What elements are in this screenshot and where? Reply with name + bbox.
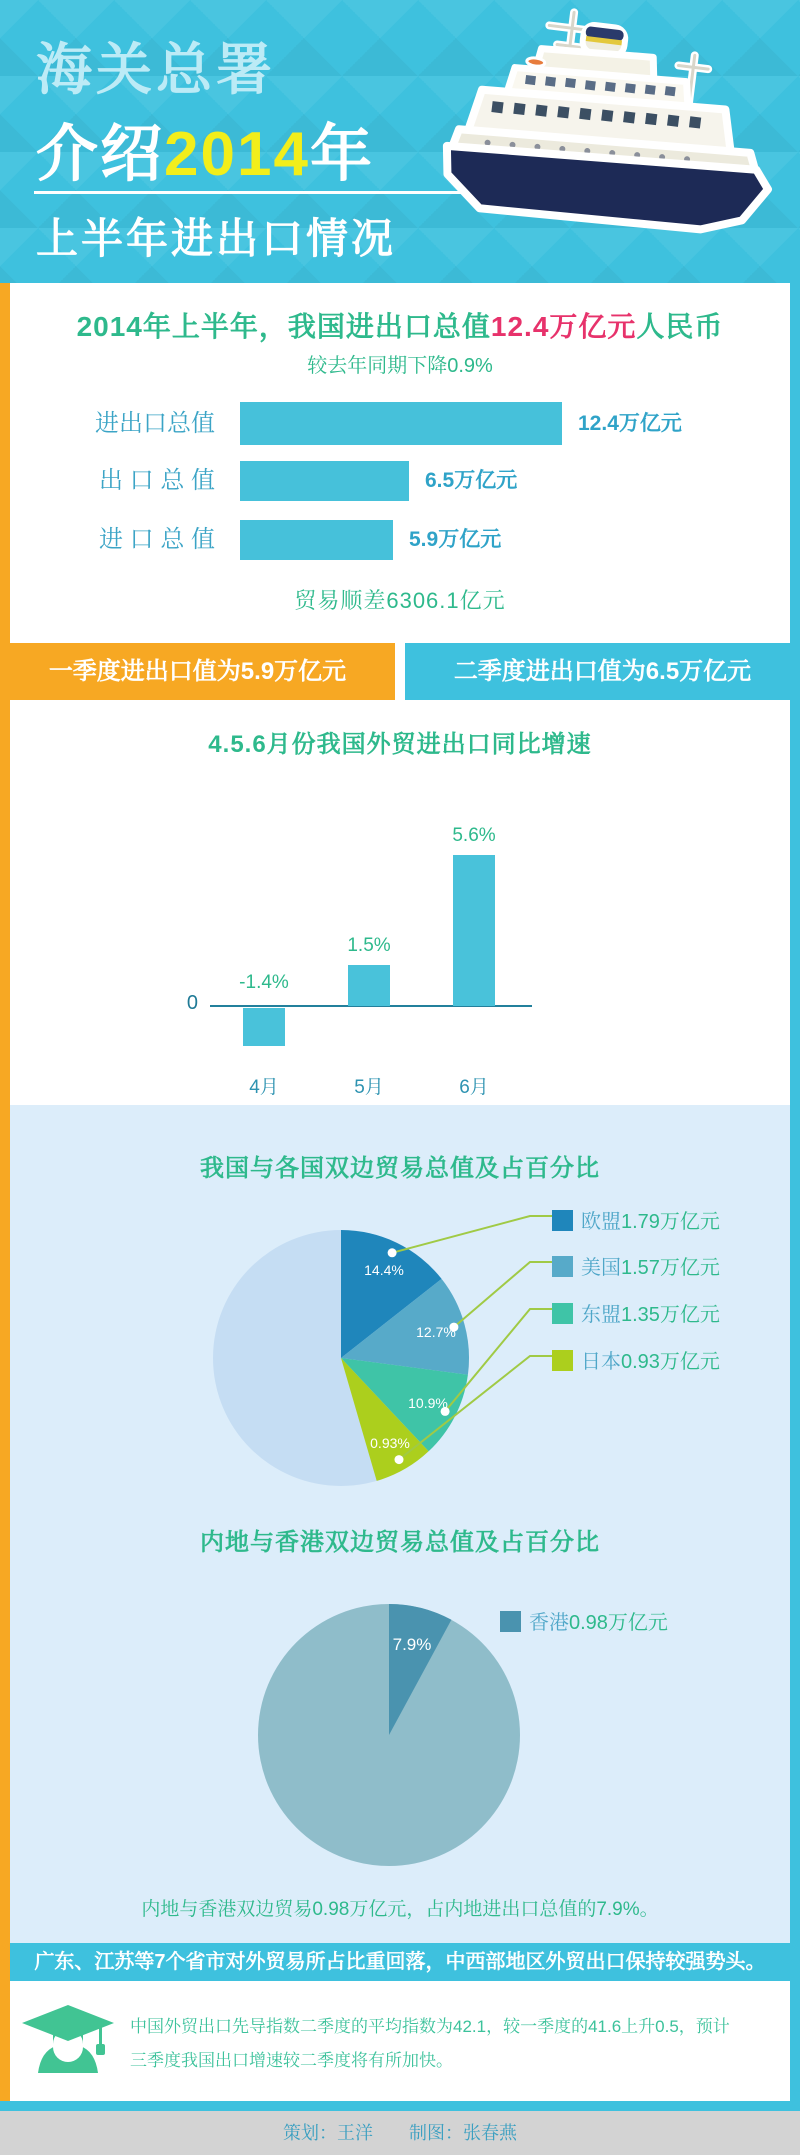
summary-headline — [0, 305, 800, 345]
monthly-chart-title: 4.5.6月份我国外贸进出口同比增速 — [208, 731, 592, 758]
bar-label-total: 进出口总值 — [95, 410, 215, 437]
header-subtitle: 上半年进出口情况 — [36, 215, 397, 262]
advisory-line2: 三季度我国出口增速较二季度将有所加快。 — [130, 2051, 453, 2070]
hk-pie-pct-label: 7.9% — [392, 1635, 432, 1654]
bar-value-export: 6.5万亿元 — [425, 469, 518, 492]
hk-pie-title: 内地与香港双边贸易总值及占百分比 — [200, 1529, 600, 1556]
bar-value-import: 5.9万亿元 — [409, 528, 502, 551]
footer-accent-bar — [0, 2101, 800, 2111]
region-banner — [0, 1943, 800, 1981]
legend-value-asean: 1.35万亿元 — [621, 1304, 720, 1326]
country-pie-chart — [190, 1180, 570, 1500]
legend-item-asean — [552, 1298, 720, 1326]
legend-value-japan: 0.93万亿元 — [621, 1351, 720, 1373]
bar-label-export: 出 口 总 值 — [98, 467, 215, 494]
bar-label-import: 进 口 总 值 — [98, 526, 215, 553]
legend-swatch-asean — [552, 1303, 573, 1324]
bar-value-may: 1.5% — [347, 935, 391, 956]
axis-label-may: 5月 — [354, 1077, 384, 1098]
footer-credits — [0, 2111, 800, 2155]
bar-export — [240, 461, 409, 501]
bar-import — [240, 520, 393, 560]
axis-label-april: 4月 — [249, 1077, 279, 1098]
trade-surplus-note: 贸易顺差6306.1亿元 — [294, 588, 506, 613]
axis-label-june: 6月 — [459, 1077, 489, 1098]
advisory-text — [130, 2010, 790, 2078]
title-intro: 介绍 — [36, 120, 165, 189]
summary-bar-row — [0, 461, 800, 501]
advisory-line1: 中国外贸出口先导指数二季度的平均指数为42.1，较一季度的41.6上升0.5，预计 — [130, 2017, 730, 2036]
summary-subline: 较去年同期下降0.9% — [307, 355, 493, 377]
q1-banner — [0, 643, 395, 700]
q2-banner-text: 二季度进出口值为6.5万亿元 — [453, 658, 752, 685]
summary-bar-row — [0, 402, 800, 445]
country-pie-title: 我国与各国双边贸易总值及占百分比 — [200, 1155, 600, 1182]
bar-total — [240, 402, 562, 445]
legend-name-eu: 欧盟 — [581, 1211, 621, 1233]
headline-prefix: 2014年上半年，我国进出口总值 — [76, 311, 491, 342]
title-year: 2014 — [164, 120, 310, 189]
legend-swatch-japan — [552, 1350, 573, 1371]
axis-zero-label: 0 — [186, 992, 198, 1014]
bar-value-june: 5.6% — [452, 825, 496, 846]
legend-swatch-hongkong — [500, 1611, 521, 1632]
right-accent-strip — [790, 283, 800, 2111]
legend-name-japan: 日本 — [581, 1351, 621, 1373]
bar-value-total: 12.4万亿元 — [578, 412, 682, 435]
region-banner-text: 广东、江苏等7个省市对外贸易所占比重回落，中西部地区外贸出口保持较强势头。 — [34, 1951, 766, 1973]
q2-banner — [405, 643, 800, 700]
headline-suffix: 人民币 — [636, 311, 724, 342]
legend-item-eu — [552, 1205, 720, 1233]
legend-name-us: 美国 — [581, 1257, 621, 1279]
pie-pct-label-japan: 0.93% — [370, 1435, 410, 1451]
pie-pct-label-asean: 10.9% — [408, 1395, 448, 1411]
pie-pct-label-eu: 14.4% — [364, 1262, 404, 1278]
agency-title: 海关总署 — [36, 38, 276, 101]
legend-swatch-eu — [552, 1210, 573, 1231]
legend-value-hongkong: 0.98万亿元 — [569, 1612, 668, 1634]
legend-item-japan — [552, 1345, 720, 1373]
graduate-icon — [20, 2003, 116, 2073]
credit-designer: 制图：张春燕 — [409, 2123, 517, 2143]
bar-april — [243, 1008, 285, 1046]
legend-value-us: 1.57万亿元 — [621, 1257, 720, 1279]
main-title — [36, 104, 374, 193]
footer-credits-bar — [0, 2111, 800, 2155]
legend-item-hongkong — [500, 1606, 668, 1634]
credit-planner: 策划：王洋 — [283, 2123, 373, 2143]
bar-june — [453, 855, 495, 1006]
legend-name-hongkong: 香港 — [529, 1612, 569, 1634]
headline-highlight: 12.4万亿元 — [490, 311, 637, 342]
left-accent-strip — [0, 283, 10, 2101]
hk-pie-caption: 内地与香港双边贸易0.98万亿元，占内地进出口总值的7.9%。 — [141, 1899, 659, 1920]
legend-value-eu: 1.79万亿元 — [621, 1211, 720, 1233]
bar-value-april: -1.4% — [239, 972, 289, 993]
header-banner — [0, 0, 800, 283]
summary-bar-row — [0, 520, 800, 560]
ship-photo — [420, 5, 790, 255]
legend-name-asean: 东盟 — [581, 1304, 621, 1326]
bar-may — [348, 965, 390, 1006]
legend-swatch-us — [552, 1256, 573, 1277]
q1-banner-text: 一季度进出口值为5.9万亿元 — [48, 658, 347, 685]
title-year-suffix: 年 — [309, 120, 374, 189]
pie-pct-label-us: 12.7% — [416, 1324, 456, 1340]
legend-item-us — [552, 1251, 720, 1279]
